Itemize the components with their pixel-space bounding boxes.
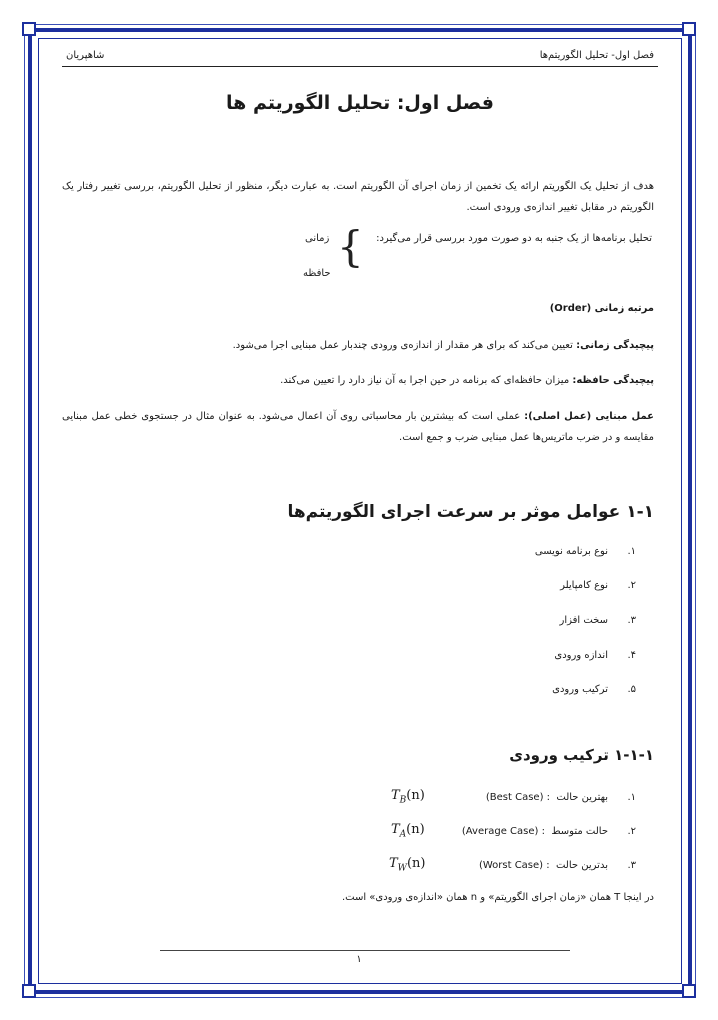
list-number: ۲. — [627, 826, 636, 837]
aspect-memory: حافظه — [303, 268, 331, 279]
corner-ornament — [682, 22, 696, 36]
list-number: ۱. — [627, 546, 636, 557]
math-worst-case: $T_W(n)$ — [389, 856, 426, 874]
list-label: نوع برنامه نویسی — [534, 546, 608, 557]
definition-text: عملی است که بیشترین بار محاسباتی روی آن اعمال می‌شود. به عنوان مثال در جستجوی خطی عمل مبنایی مقایسه و در ضرب ماتریس‌ها عمل مبنایی ضرب و جمع است. — [62, 411, 654, 443]
section-heading-speed-factors: ۱-۱ عوامل موثر بر سرعت اجرای الگوریتم‌ها — [287, 502, 654, 522]
list-label: سخت افزار — [559, 615, 608, 626]
list-number: ۲. — [627, 580, 636, 591]
case-label: بدترین حالت — [555, 860, 608, 871]
case-item-average — [462, 826, 636, 837]
math-average-case: $T_A(n)$ — [391, 822, 425, 840]
running-header — [62, 48, 658, 67]
case-item-best — [486, 792, 636, 803]
case-english: (Worst Case) : — [478, 860, 550, 871]
curly-brace: { — [337, 222, 364, 271]
list-number: ۱. — [627, 792, 636, 803]
definition-text: میزان حافظه‌ای که برنامه در حین اجرا به آن نیاز دارد را تعیین می‌کند. — [280, 375, 573, 386]
definition-time-complexity — [62, 335, 654, 356]
corner-ornament — [682, 984, 696, 998]
definition-term: عمل مبنایی (عمل اصلی): — [524, 411, 655, 422]
list-label: نوع کامپایلر — [560, 580, 608, 591]
aspect-time: زمانی — [305, 233, 330, 244]
case-label: حالت متوسط — [551, 826, 608, 837]
case-label: بهترین حالت — [556, 792, 608, 803]
page-title: فصل اول: تحلیل الگوریتم ها — [226, 92, 494, 114]
list-number: ۵. — [627, 684, 636, 695]
list-item — [552, 684, 636, 695]
list-item — [559, 615, 636, 626]
intro-paragraph: هدف از تحلیل یک الگوریتم ارائه یک تخمین از زمان اجرای آن الگوریتم است. به عبارت دیگر، منظور از تحلیل الگوریتم، بررسی تغییر رفتار یک الگوریتم در مقابل تغییر اندازه‌ی ورودی است. — [62, 181, 654, 213]
case-english: (Best Case) : — [485, 792, 551, 803]
order-heading: مرتبه زمانی (Order) — [549, 303, 654, 314]
chapter-header: فصل اول- تحلیل الگوریتم‌ها — [539, 50, 654, 61]
corner-ornament — [22, 984, 36, 998]
list-label: ترکیب ورودی — [552, 684, 608, 695]
list-item — [554, 650, 636, 661]
notation-note: در اینجا T همان «زمان اجرای الگوریتم» و n همان «اندازه‌ی ورودی» است. — [341, 892, 654, 903]
definition-space-complexity — [62, 370, 654, 391]
definition-text: تعیین می‌کند که برای هر مقدار از اندازه‌ی ورودی چندبار عمل مبنایی اجرا می‌شود. — [232, 340, 577, 351]
footer-divider — [160, 950, 570, 951]
list-item — [535, 546, 636, 557]
corner-ornament — [22, 22, 36, 36]
page-number: ۱ — [356, 954, 362, 965]
definition-term: پیچیدگی زمانی: — [576, 340, 654, 351]
case-english: (Average Case) : — [461, 826, 545, 837]
case-item-worst — [479, 860, 636, 871]
math-best-case: $T_B(n)$ — [391, 788, 425, 806]
list-label: اندازه ورودی — [554, 650, 608, 661]
list-number: ۴. — [627, 650, 636, 661]
list-item — [560, 580, 636, 591]
list-number: ۳. — [627, 615, 636, 626]
list-number: ۳. — [627, 860, 636, 871]
author-header: شاهپریان — [66, 50, 105, 61]
definition-term: پیچیدگی حافظه: — [572, 375, 654, 386]
section-heading-input-combination: ۱-۱-۱ ترکیب ورودی — [509, 746, 654, 764]
definition-basic-operation — [62, 406, 654, 448]
aspects-lead: تحلیل برنامه‌ها از یک جنبه به دو صورت مورد بررسی قرار می‌گیرد: — [376, 233, 652, 244]
